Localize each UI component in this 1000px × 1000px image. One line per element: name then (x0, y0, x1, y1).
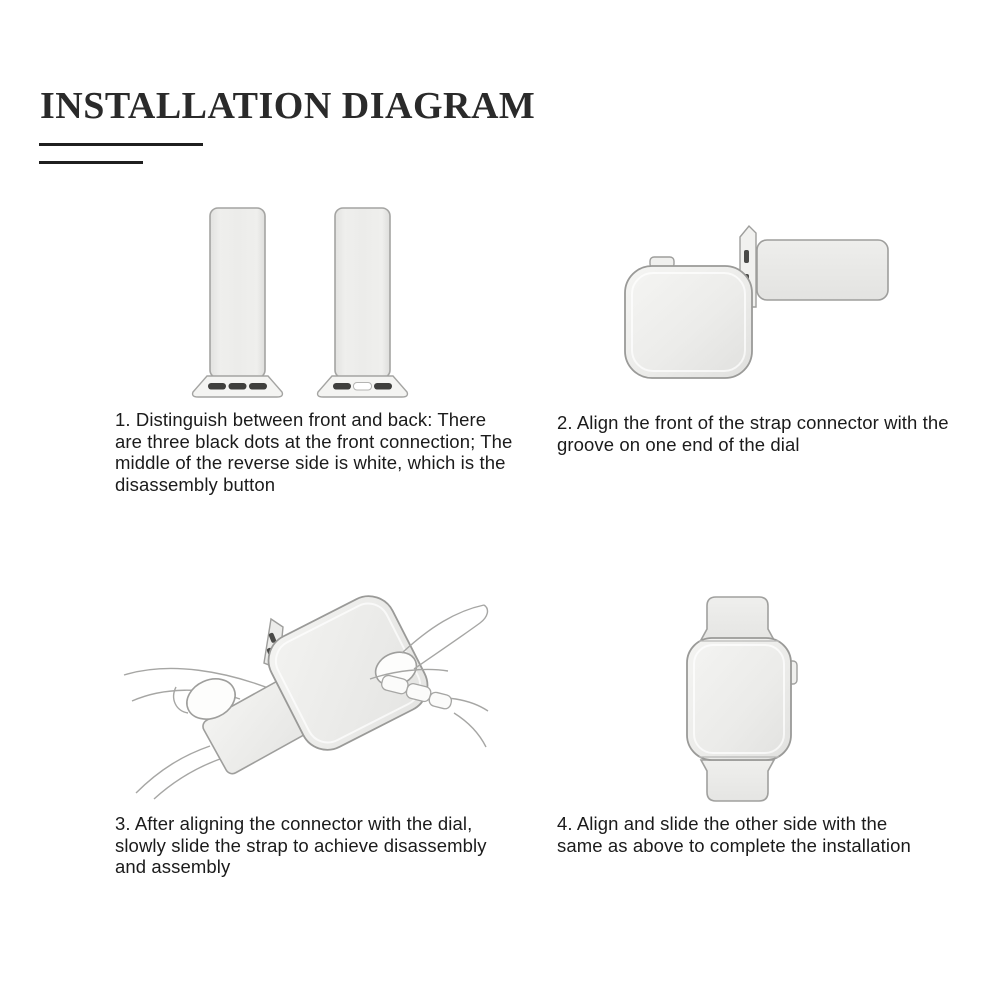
straps-front-back-illustration (180, 195, 480, 407)
step-2-instruction: 2. Align the front of the strap connector with the groove on one end of the dial (557, 412, 949, 455)
strap-to-dial-alignment-illustration (618, 224, 908, 394)
front-dot-right (249, 383, 267, 390)
front-dot-left (208, 383, 226, 390)
strap-connector (740, 226, 888, 307)
page-title: INSTALLATION DIAGRAM (40, 85, 536, 127)
strap-back (318, 208, 408, 397)
watch-dial-side (625, 257, 752, 378)
top-strap (701, 597, 774, 640)
step-3-instruction: 3. After aligning the connector with the dial, slowly slide the strap to achieve disassembly and assembly (115, 813, 487, 877)
disassembly-button-white (354, 383, 372, 391)
assembled-watch-illustration (672, 584, 922, 810)
watch-body (687, 638, 791, 760)
strap-front (193, 208, 283, 397)
connector-groove-mark-top (744, 250, 749, 263)
title-underline-secondary (39, 161, 143, 164)
front-dot-middle (229, 383, 247, 390)
step-1-instruction: 1. Distinguish between front and back: There are three black dots at the front connection; The middle of the reverse side is white, which is the disassembly button (115, 409, 513, 495)
back-dot-left (333, 383, 351, 390)
step-4-instruction: 4. Align and slide the other side with the same as above to complete the installation (557, 813, 911, 856)
title-underline-primary (39, 143, 203, 146)
back-dot-right (374, 383, 392, 390)
hands-sliding-strap-illustration (118, 583, 490, 801)
bottom-strap (701, 760, 774, 801)
